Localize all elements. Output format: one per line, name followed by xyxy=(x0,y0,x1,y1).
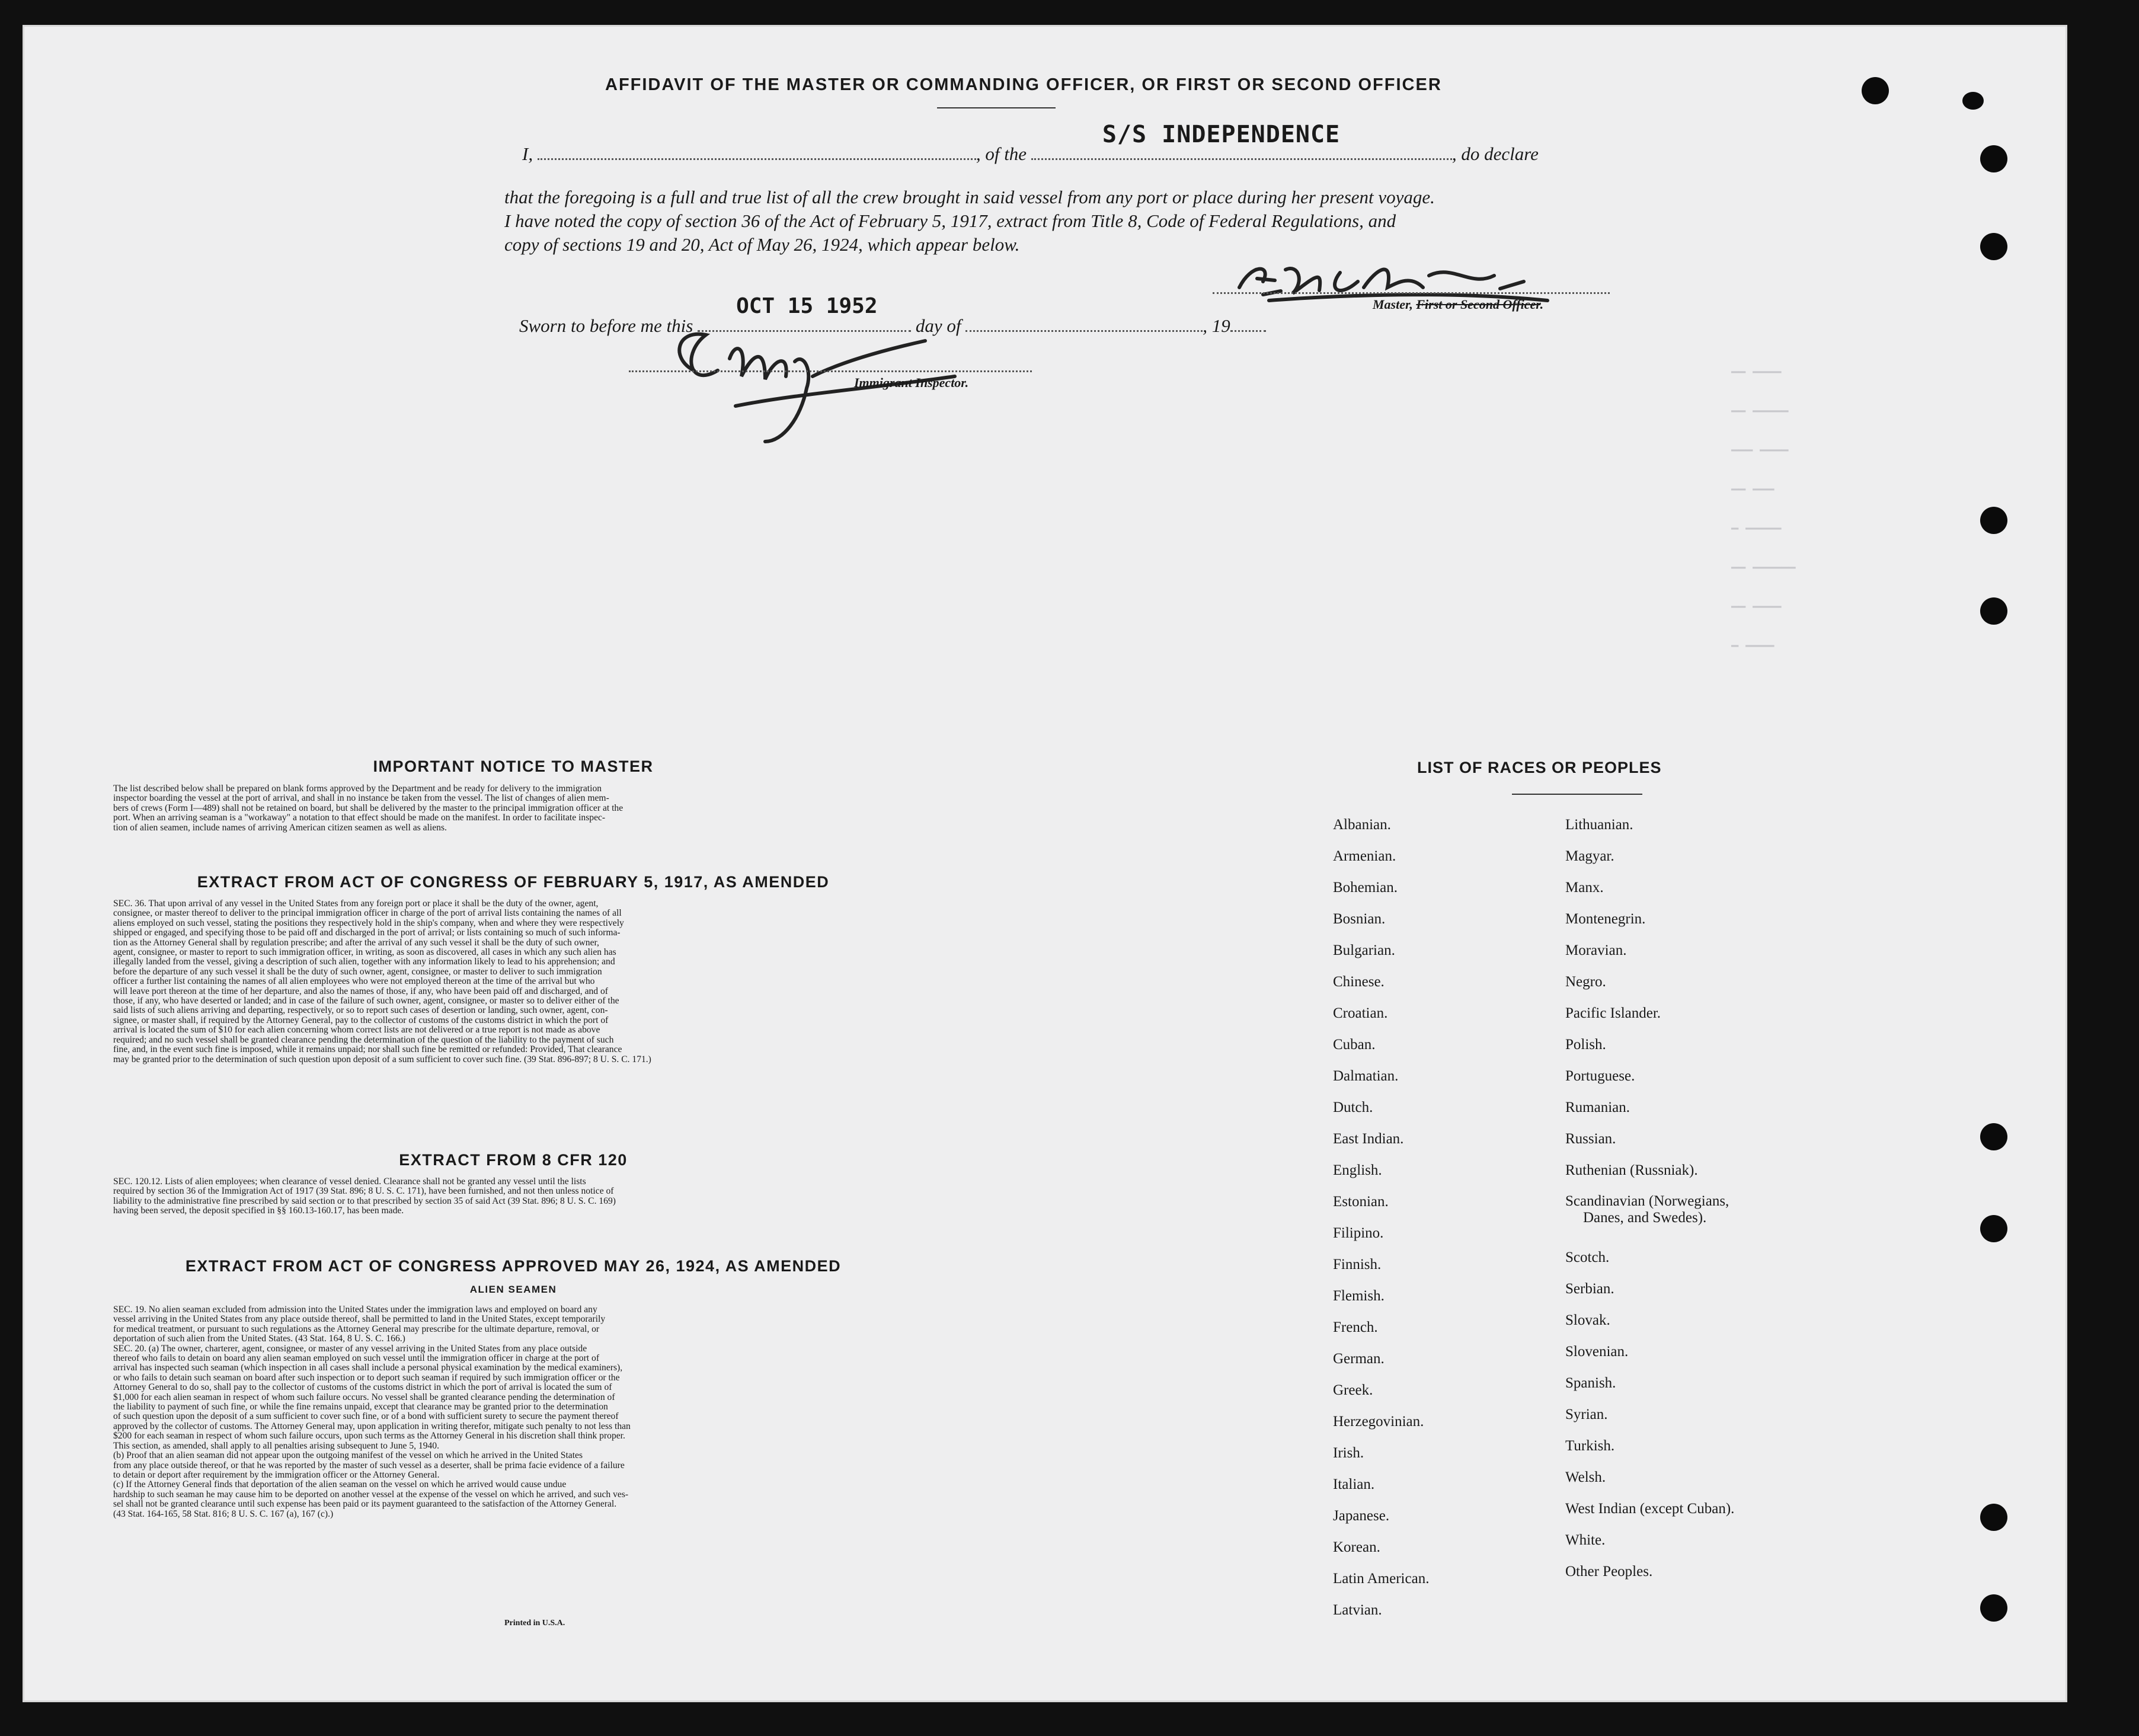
extract-1924-line: or who fails to detain such seaman on board after such inspection or to deport such seaman if required by such immigration officer or the xyxy=(113,1372,620,1383)
punch-hole xyxy=(1980,1123,2007,1150)
extract-1924-line: arrival has inspected such seaman (which inspection in all cases shall include a personal physical examination by the medical examiners), xyxy=(113,1363,623,1373)
extract-1924-line: to detain or deport after requirement by the immigration officer or the Attorney General. xyxy=(113,1469,440,1480)
declaration-line-1 xyxy=(522,121,1613,166)
extract-1924-line: SEC. 19. No alien seaman excluded from admission into the United States under the immigration laws and employed on board any xyxy=(113,1305,597,1315)
extract-1924-line: $200 for each seaman in respect of whom such failure occurs, upon such terms as the Attorney General in his discretion shall think proper. xyxy=(113,1431,625,1441)
notice-title: IMPORTANT NOTICE TO MASTER xyxy=(373,757,654,775)
race-item: Magyar. xyxy=(1565,848,1614,864)
punch-hole xyxy=(1980,233,2007,260)
race-item: Welsh. xyxy=(1565,1469,1606,1485)
master-label: Master, xyxy=(1373,297,1413,312)
sworn-date-stamp: OCT 15 1952 xyxy=(736,294,878,318)
extract-1924-line: $1,000 for each alien seaman in respect of whom such failure occurs. No vessel shall be granted clearance pending the determination of xyxy=(113,1392,615,1402)
extract-1924-line: the liability to payment of such fine, or while the fine remains unpaid, except that clearance may be granted prior to the determination xyxy=(113,1402,608,1412)
notice-line: bers of crews (Form I—489) shall not be retained on board, but shall be delivered by the master to the principal immigration officer at the xyxy=(113,803,624,813)
extract-1924-line: for medical treatment, or pursuant to such regulations as the Attorney General may prescribe for the ultimate departure, removal, or xyxy=(113,1323,600,1334)
race-item: Cuban. xyxy=(1333,1037,1376,1053)
extract-1924-line: sel shall not be granted clearance until such expense has been paid or its payment guaranteed to the satisfaction of the Attorney General. xyxy=(113,1499,617,1510)
do-declare-label: , do declare xyxy=(1451,143,1539,164)
race-item: Pacific Islander. xyxy=(1565,1005,1661,1021)
races-right-column xyxy=(1565,809,1734,1587)
extract-line: before the departure of any such vessel it shall be the duty of such owner, agent, consignee, or master to deliver to such immigration xyxy=(113,966,602,977)
extract-1924-line: hardship to such seaman he may cause him to be deported on another vessel at the expense of the vessel on which he arrived, and such ves- xyxy=(113,1489,629,1500)
race-item: Estonian. xyxy=(1333,1194,1389,1210)
extract-line: those, if any, who have deserted or landed; and in case of the failure of such owner, agent, consignee, or master so to deliver either of the xyxy=(113,996,619,1006)
inspector-signature-line xyxy=(629,370,1032,372)
races-title-rule xyxy=(1512,794,1642,795)
race-item: English. xyxy=(1333,1162,1382,1178)
extract-line: said lists of such aliens arriving and departing, respectively, or so to report such cases of desertion or landing, such owner, agent, con- xyxy=(113,1005,608,1016)
extract-1924-line: vessel arriving in the United States from any place outside thereof, shall be permitted to land in the United States, except temporarily xyxy=(113,1314,606,1325)
race-item: White. xyxy=(1565,1532,1606,1548)
race-item: Korean. xyxy=(1333,1539,1380,1555)
extract-line: agent, consignee, or master to report to such immigration officer, in writing, as soon as discovered, all cases in which any such alien has xyxy=(113,947,616,958)
extract-1924-line: Attorney General to do so, shall pay to the collector of customs of the customs district in which the port of arrival is located the sum of xyxy=(113,1382,612,1393)
document-page xyxy=(23,25,2067,1702)
extract-1924-line: (43 Stat. 164-165, 58 Stat. 816; 8 U. S. C. 167 (a), 167 (c).) xyxy=(113,1508,334,1519)
cfr-line: having been served, the deposit specified in §§ 160.13-160.17, has been made. xyxy=(113,1206,404,1216)
extract-1924-line: from any place outside thereof, or that he was reported by the master of such vessel as a deserter, shall be prima facie evidence of a failure xyxy=(113,1460,625,1470)
extract-1924-line: thereof who fails to detain on board any alien seaman employed on such vessel until the immigration officer in charge at the port of xyxy=(113,1353,600,1364)
declarant-name-blank xyxy=(538,143,976,160)
day-of-label: day of xyxy=(915,315,961,336)
race-item: Lithuanian. xyxy=(1565,817,1633,833)
extract-line: signee, or master shall, if required by the Attorney General, pay to the collector of customs of the customs district in which the port of xyxy=(113,1015,609,1025)
year-prefix-label: , 19 xyxy=(1203,315,1230,336)
vessel-name: S/S INDEPENDENCE xyxy=(1102,121,1341,148)
race-item: Other Peoples. xyxy=(1565,1564,1653,1580)
extract-1924-line: (b) Proof that an alien seaman did not appear upon the outgoing manifest of the vessel on which he arrived in the United States xyxy=(113,1450,583,1461)
cfr-line: SEC. 120.12. Lists of alien employees; when clearance of vessel denied. Clearance shall not be granted any vessel until the lists xyxy=(113,1176,586,1187)
affidavit-title: AFFIDAVIT OF THE MASTER OR COMMANDING OFFICER, OR FIRST OR SECOND OFFICER xyxy=(605,75,1442,94)
extract-line: consignee, or master thereof to deliver to the principal immigration officer in charge of the port of arrival lists containing the names of all xyxy=(113,908,622,919)
races-left-column xyxy=(1333,809,1429,1626)
extract-1917-title: EXTRACT FROM ACT OF CONGRESS OF FEBRUARY 5, 1917, AS AMENDED xyxy=(197,873,830,891)
race-item: Manx. xyxy=(1565,880,1604,896)
notice-line: The list described below shall be prepared on blank forms approved by the Department and be ready for delivery to the immigration xyxy=(113,784,602,794)
race-item: Dutch. xyxy=(1333,1099,1373,1115)
race-item: West Indian (except Cuban). xyxy=(1565,1501,1735,1517)
alien-seamen-subtitle: ALIEN SEAMEN xyxy=(469,1284,557,1295)
declaration-line-2: that the foregoing is a full and true list of all the crew brought in said vessel from any port or place during her present voyage. xyxy=(504,187,1435,207)
extract-cfr-title: EXTRACT FROM 8 CFR 120 xyxy=(399,1151,628,1169)
extract-line: arrival is located the sum of $10 for each alien concerning whom correct lists are not delivered or a true report is not made as above xyxy=(113,1025,600,1035)
extract-line: tion as the Attorney General shall by regulation prescribe; and after the arrival of any such vessel it shall be the duty of such owner, xyxy=(113,937,599,948)
race-item: Montenegrin. xyxy=(1565,911,1646,927)
extract-1924-line: (c) If the Attorney General finds that deportation of the alien seaman on the vessel on which he arrived would cause undue xyxy=(113,1479,567,1490)
race-item: Latvian. xyxy=(1333,1602,1382,1618)
race-item: Chinese. xyxy=(1333,974,1385,990)
race-item-line: Danes, and Swedes). xyxy=(1583,1210,1707,1226)
race-item: Herzegovinian. xyxy=(1333,1414,1424,1430)
notice-body xyxy=(113,784,913,833)
extract-line: shipped or engaged, and specifying those to be paid off and discharged in the port of arrival; or lists containing so much of such informa- xyxy=(113,928,621,938)
notice-line: tion of alien seamen, include names of arriving American citizen seamen as well as aliens. xyxy=(113,822,447,833)
struck-officer-label: First or Second Officer xyxy=(1416,297,1540,312)
year-blank xyxy=(1230,315,1266,332)
race-item: Greek. xyxy=(1333,1382,1373,1398)
race-item: Bulgarian. xyxy=(1333,942,1395,958)
extract-line: fine, and, in the event such fine is imposed, while it remains unpaid; nor shall such fine be remitted or refunded: Provided, That clearance xyxy=(113,1044,622,1055)
vessel-name-field xyxy=(1031,121,1452,160)
race-item: East Indian. xyxy=(1333,1131,1404,1147)
race-item: Rumanian. xyxy=(1565,1099,1630,1115)
month-blank xyxy=(965,315,1203,332)
master-signature-line xyxy=(1213,292,1610,294)
extract-1924-line: This section, as amended, shall apply to all penalties arising subsequent to June 5, 1940. xyxy=(113,1440,440,1451)
extract-line: SEC. 36. That upon arrival of any vessel in the United States from any foreign port or place it shall be the duty of the owner, agent, xyxy=(113,899,599,909)
race-item: Bohemian. xyxy=(1333,880,1398,896)
race-item: Scotch. xyxy=(1565,1249,1610,1265)
race-item: Serbian. xyxy=(1565,1281,1614,1297)
race-item-scandinavian xyxy=(1565,1186,1734,1242)
of-the-label: , of the xyxy=(976,143,1027,164)
punch-hole xyxy=(1862,77,1889,104)
race-item: French. xyxy=(1333,1319,1378,1335)
bleed-through-text: ▔▔ ▔▔▔▔ ▔▔ ▔▔▔▔▔ ▔▔▔ ▔▔▔▔ ▔▔ ▔▔▔ ▔ ▔▔▔▔▔ ▔▔ ▔▔▔▔▔▔ ▔▔ ▔▔▔▔ ▔ ▔▔▔▔ xyxy=(1731,371,1796,659)
extract-line: aliens employed on such vessel, stating the positions they respectively hold in the ship's company, when and where they were respectively xyxy=(113,917,624,928)
punch-hole xyxy=(1980,145,2007,172)
extract-1924-line: of such question upon the deposit of a sum sufficient to cover such fine, or of a bond with sufficient surety to secure the payment thereof xyxy=(113,1411,619,1422)
race-item: Spanish. xyxy=(1565,1375,1616,1391)
extract-1924-line: SEC. 20. (a) The owner, charterer, agent, consignee, or master of any vessel arriving in the United States from any place outside xyxy=(113,1343,587,1354)
race-item: Negro. xyxy=(1565,974,1606,990)
punch-hole xyxy=(1980,597,2007,625)
race-item: Armenian. xyxy=(1333,848,1396,864)
punch-hole xyxy=(1962,92,1984,110)
race-item: Bosnian. xyxy=(1333,911,1386,927)
race-item: Polish. xyxy=(1565,1037,1606,1053)
punch-hole xyxy=(1980,1594,2007,1622)
extract-line: may be granted prior to the determination of such question upon deposit of a sum sufficient to cover such fine. (39 Stat. 896-897; 8 U. S. C. 171.) xyxy=(113,1054,651,1064)
punch-hole xyxy=(1980,1504,2007,1531)
race-item: Italian. xyxy=(1333,1476,1375,1492)
race-item: Ruthenian (Russniak). xyxy=(1565,1162,1698,1178)
race-item: Japanese. xyxy=(1333,1508,1390,1524)
extract-1924-line: approved by the collector of customs. The Attorney General may, upon application in writing therefor, mitigate such penalty to not less than xyxy=(113,1421,631,1431)
race-item: Filipino. xyxy=(1333,1225,1384,1241)
printed-in-usa: Printed in U.S.A. xyxy=(504,1619,565,1628)
race-item: Russian. xyxy=(1565,1131,1616,1147)
races-title: LIST OF RACES OR PEOPLES xyxy=(1417,759,1662,776)
extract-1917-body xyxy=(113,899,913,1064)
notice-line: inspector boarding the vessel at the port of arrival, and shall in no instance be taken from the vessel. The list of changes of alien mem- xyxy=(113,793,609,804)
inspector-label: Immigrant Inspector. xyxy=(854,375,969,390)
race-item: Latin American. xyxy=(1333,1571,1430,1587)
race-item: Slovak. xyxy=(1565,1312,1610,1328)
extract-1924-title: EXTRACT FROM ACT OF CONGRESS APPROVED MAY 26, 1924, AS AMENDED xyxy=(185,1257,842,1275)
race-item: Turkish. xyxy=(1565,1438,1615,1454)
extract-cfr-body xyxy=(113,1177,913,1216)
cfr-line: liability to the administrative fine prescribed by said section or to that prescribed by section 35 of said Act (39 Stat. 896; 8 U. S. C. 169) xyxy=(113,1195,616,1206)
declaration-line-4: copy of sections 19 and 20, Act of May 26, 1924, which appear below. xyxy=(504,234,1020,255)
race-item: Croatian. xyxy=(1333,1005,1388,1021)
race-item: Portuguese. xyxy=(1565,1068,1635,1084)
punch-hole xyxy=(1980,1215,2007,1242)
extract-line: required; and no such vessel shall be granted clearance pending the determination of the question of the liability to the payment of such xyxy=(113,1034,614,1045)
extract-line: officer a further list containing the names of all alien employees who were not employed thereon at the time of the arrival but who xyxy=(113,976,595,987)
extract-1924-body xyxy=(113,1305,913,1519)
race-item-line: Scandinavian (Norwegians, xyxy=(1565,1193,1729,1209)
race-item: Finnish. xyxy=(1333,1257,1382,1273)
punch-hole xyxy=(1980,507,2007,534)
extract-1924-line: deportation of such alien from the United States. (43 Stat. 164, 8 U. S. C. 166.) xyxy=(113,1334,405,1344)
master-title-label xyxy=(1373,297,1543,312)
cfr-line: required by section 36 of the Immigration Act of 1917 (39 Stat. 896; 8 U. S. C. 171), have been furnished, and not then unless notice of xyxy=(113,1186,614,1197)
race-item: Syrian. xyxy=(1565,1406,1608,1422)
declaration-line-3: I have noted the copy of section 36 of the Act of February 5, 1917, extract from Title 8, Code of Federal Regulations, and xyxy=(504,210,1396,231)
master-label-end: . xyxy=(1540,297,1544,312)
notice-line: port. When an arriving seaman is a "workaway" a notation to that effect should be made on the manifest. In order to facilitate inspec- xyxy=(113,813,606,823)
race-item: Dalmatian. xyxy=(1333,1068,1399,1084)
title-rule xyxy=(937,107,1056,108)
race-item: Irish. xyxy=(1333,1445,1364,1461)
race-item: German. xyxy=(1333,1351,1385,1367)
extract-line: will leave port thereon at the time of her departure, and also the names of those, if any, who have been paid off and discharged, and of xyxy=(113,986,608,996)
race-item: Slovenian. xyxy=(1565,1344,1629,1360)
declarant-label: I, xyxy=(522,143,533,164)
sworn-label: Sworn to before me this xyxy=(519,315,693,336)
race-item: Flemish. xyxy=(1333,1288,1385,1304)
race-item: Moravian. xyxy=(1565,942,1627,958)
extract-line: illegally landed from the vessel, giving a description of such alien, together with any information likely to lead to his apprehension; and xyxy=(113,957,615,967)
race-item: Albanian. xyxy=(1333,817,1391,833)
